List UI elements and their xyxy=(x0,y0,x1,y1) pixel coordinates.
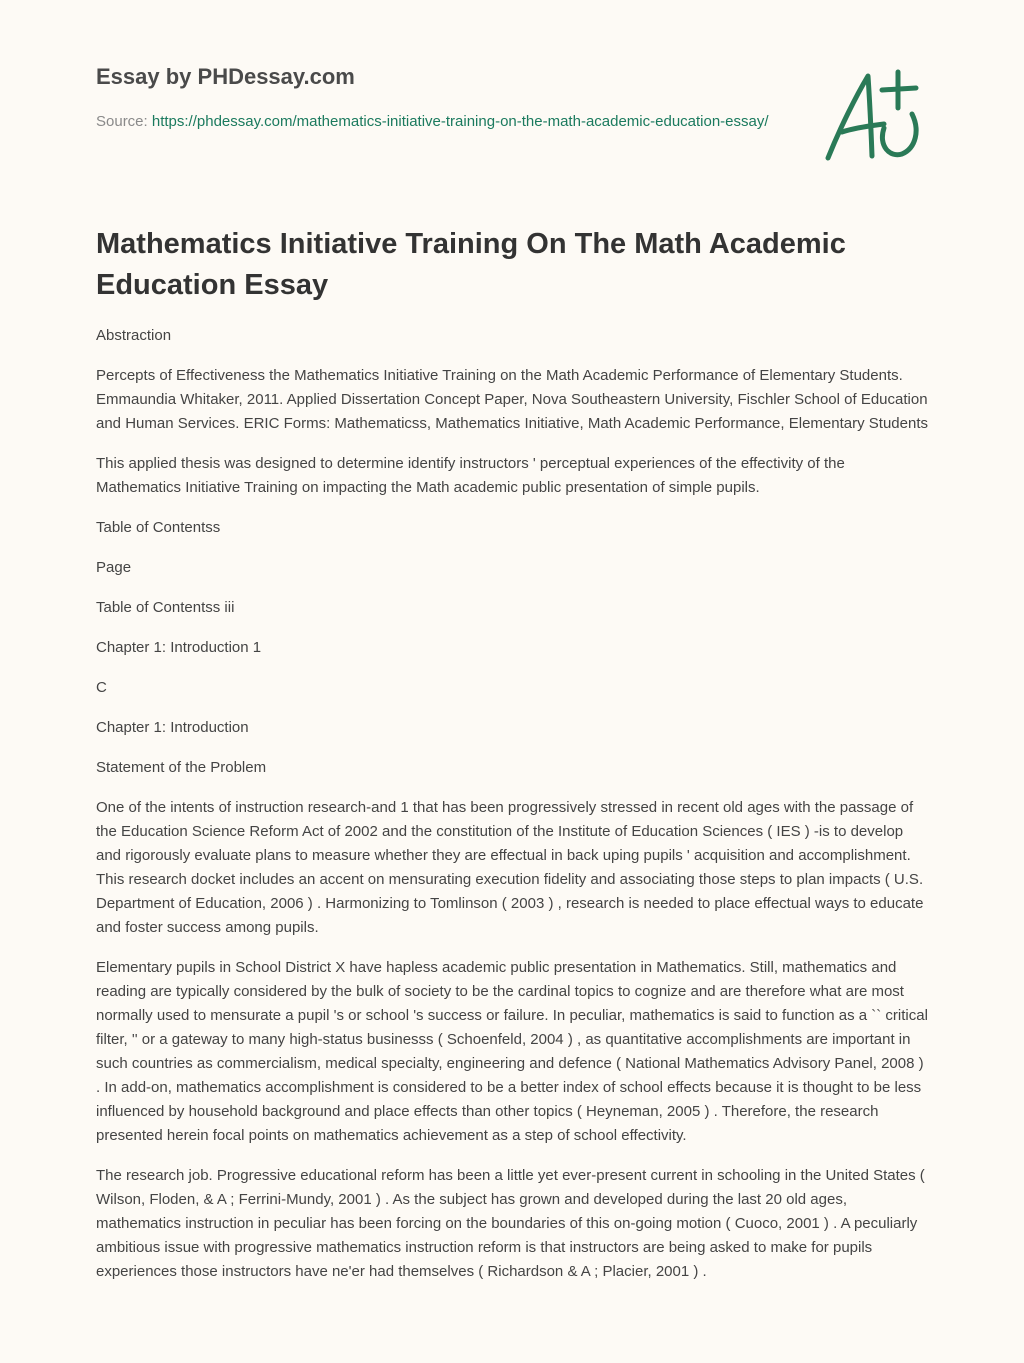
essay-title: Mathematics Initiative Training On The Math Academic Education Essay xyxy=(96,228,846,301)
paragraph: Table of Contentss xyxy=(96,519,221,536)
paragraph: Chapter 1: Introduction xyxy=(96,719,249,736)
paragraph: Percepts of Effectiveness the Mathematics Initiative Training on the Math Academic Performance of Elementary Students. Emmaundia Whitaker, 2011. Applied Dissertation Concept Paper, Nova Southeastern University, Fischler School of Education and Human Services. ERIC Forms: Mathematicss, Mathematics Initiative, Math Academic Performance, Elementary Students xyxy=(96,367,928,432)
essay-body xyxy=(96,324,928,1300)
source-link[interactable]: https://phdessay.com/mathematics-initiative-training-on-the-math-academic-education-essay/ xyxy=(151,113,769,130)
paragraph: Elementary pupils in School District X have hapless academic public presentation in Mathematics. Still, mathematics and reading are typically considered by the bulk of society to be the cardinal topics to cognize and are therefore what are most normally used to mensurate a pupil 's or school 's success or failure. In peculiar, mathematics is said to function as a `` critical filter, '' or a gateway to many high-status businesss ( Schoenfeld, 2004 ) , as quantitative accomplishments are important in such countries as commercialism, medical specialty, engineering and defence ( National Mathematics Advisory Panel, 2008 ) . In add-on, mathematics accomplishment is considered to be a better index of school effects because it is thought to be less influenced by household background and place effects than other topics ( Heyneman, 2005 ) . Therefore, the research presented herein focal points on mathematics achievement as a step of school effectivity. xyxy=(96,959,928,1144)
paragraph: Abstraction xyxy=(96,327,172,344)
paragraph: Table of Contentss iii xyxy=(96,599,235,616)
source-line xyxy=(96,110,776,134)
site-brand: Essay by PHDessay.com xyxy=(96,64,355,89)
a-plus-logo-icon xyxy=(818,66,930,166)
paragraph: Statement of the Problem xyxy=(96,759,267,776)
paragraph: This applied thesis was designed to determine identify instructors ' perceptual experiences of the effectivity of the Mathematics Initiative Training on impacting the Math academic public presentation of simple pupils. xyxy=(96,455,845,496)
paragraph: One of the intents of instruction research-and 1 that has been progressively stressed in recent old ages with the passage of the Education Science Reform Act of 2002 and the constitution of the Institute of Education Sciences ( IES ) -is to develop and rigorously evaluate plans to measure whether they are effectual in back uping pupils ' acquisition and accomplishment. This research docket includes an accent on mensurating execution fidelity and associating those steps to plan impacts ( U.S. Department of Education, 2006 ) . Harmonizing to Tomlinson ( 2003 ) , research is needed to place effectual ways to educate and foster success among pupils. xyxy=(96,799,924,936)
source-label: Source: xyxy=(96,113,152,130)
paragraph: Chapter 1: Introduction 1 xyxy=(96,639,262,656)
paragraph: Page xyxy=(96,559,132,576)
paragraph: The research job. Progressive educational reform has been a little yet ever-present current in schooling in the United States ( Wilson, Floden, & A ; Ferrini-Mundy, 2001 ) . As the subject has grown and developed during the last 20 old ages, mathematics instruction in peculiar has been forcing on the boundaries of this on-going motion ( Cuoco, 2001 ) . A peculiarly ambitious issue with progressive mathematics instruction reform is that instructors are being asked to make for pupils experiences those instructors have ne'er had themselves ( Richardson & A ; Placier, 2001 ) . xyxy=(96,1167,925,1280)
paragraph: C xyxy=(96,679,107,696)
